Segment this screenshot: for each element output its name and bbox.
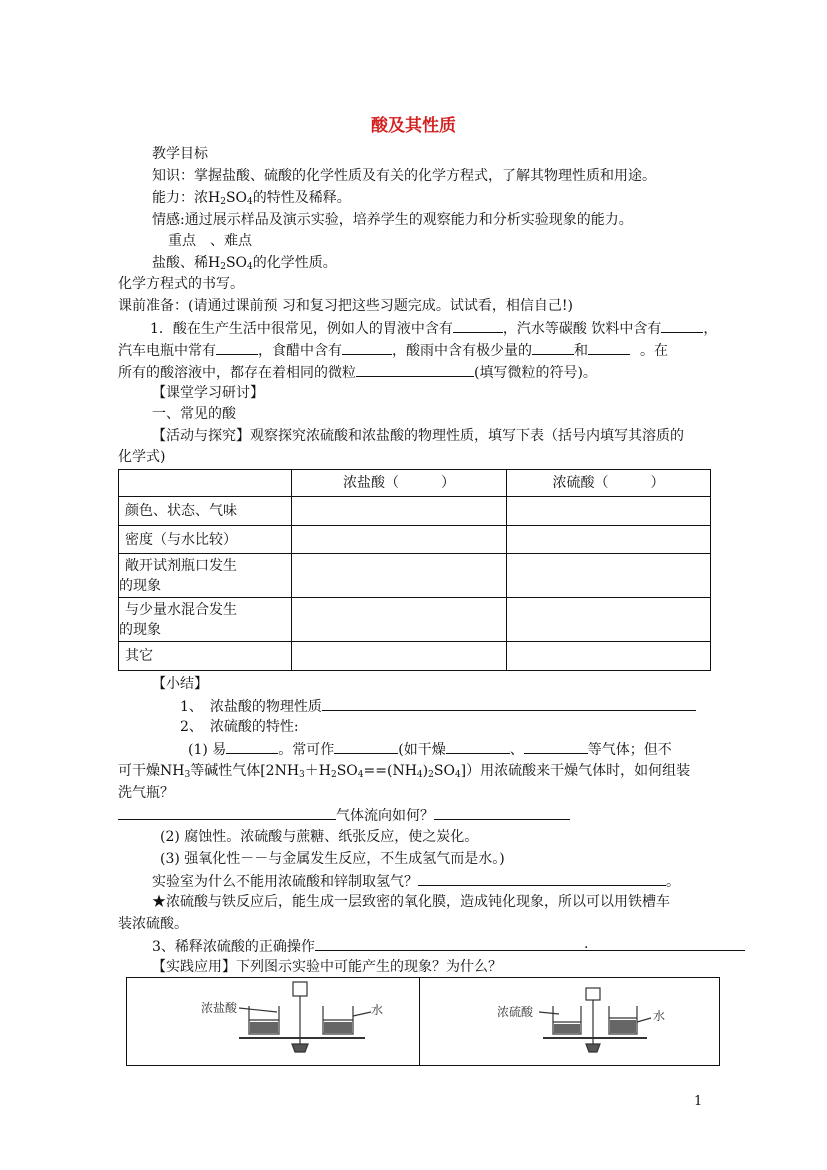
table-row	[119, 526, 711, 554]
figure-box	[126, 977, 720, 1066]
page-title: 酸及其性质	[371, 116, 456, 136]
balance-figure-right	[419, 978, 719, 1065]
table-row	[119, 642, 711, 671]
answer-blank[interactable]	[315, 936, 745, 951]
property-1-line1: (1) 易 。常可作 (如干燥 、 等气体；但不	[188, 739, 672, 760]
part-heading: 一、常见的酸	[152, 406, 236, 422]
table-cell[interactable]	[507, 497, 711, 526]
answer-blank[interactable]	[434, 805, 570, 820]
answer-blank[interactable]	[226, 739, 278, 754]
prep-q1-line1: 1．酸在生产生活中很常见，例如人的胃液中含有 ，汽水等碳酸 饮料中含有 ，	[150, 318, 717, 339]
objectives-heading: 教学目标	[152, 146, 208, 162]
activity-line1: 【活动与探究】观察探究浓硫酸和浓盐酸的物理性质，填写下表（括号内填写其溶质的	[152, 428, 684, 444]
table-row-label: 与少量水混合发生 的现象	[119, 598, 292, 642]
property-1-line2: 可干燥$NH_3$等碱性气体$[2NH_3+H_2SO_4==(NH_4)_2SO_4]$）用浓硫酸来干燥气体时，如何组装	[118, 763, 691, 780]
table-row	[119, 497, 711, 526]
objective-emotion: 情感:通过展示样品及演示实验，培养学生的观察能力和分析实验现象的能力。	[152, 212, 633, 228]
table-header-cell: 浓硫酸（ ）	[507, 470, 711, 497]
table-cell[interactable]	[292, 554, 507, 598]
table-header-cell	[119, 470, 292, 497]
right-acid-label: 浓硫酸	[497, 1005, 534, 1019]
section-heading: 【课堂学习研讨】	[152, 385, 264, 401]
table-cell[interactable]	[507, 598, 711, 642]
left-water-label: 水	[371, 1003, 384, 1017]
answer-blank[interactable]	[118, 805, 336, 820]
table-cell[interactable]	[292, 642, 507, 671]
answer-blank[interactable]	[334, 739, 398, 754]
answer-blank[interactable]	[342, 340, 392, 355]
answer-blank[interactable]	[453, 318, 503, 333]
table-cell[interactable]	[507, 526, 711, 554]
prep-q1-line3: 所有的酸溶液中，都存在着相同的微粒 (填写微粒的符号)。	[118, 362, 597, 383]
practice-heading: 【实践应用】下列图示实验中可能产生的现象？为什么？	[152, 959, 502, 975]
answer-blank[interactable]	[216, 340, 258, 355]
property-2: (2) 腐蚀性。浓硫酸与蔗糖、纸张反应，使之炭化。	[160, 829, 479, 845]
left-acid-label: 浓盐酸	[201, 1001, 238, 1015]
property-1-line4: 气体流向如何？	[118, 805, 570, 826]
table-cell[interactable]	[292, 598, 507, 642]
right-water-label: 水	[653, 1009, 666, 1023]
property-table	[118, 469, 711, 671]
balance-figure-left	[127, 978, 419, 1065]
table-row-label: 其它	[119, 642, 292, 671]
key-point-2: 化学方程式的书写。	[118, 276, 244, 292]
property-1-line3: 洗气瓶？	[118, 785, 174, 801]
page-number: 1	[694, 1094, 703, 1109]
table-row-label: 敞开试剂瓶口发生 的现象	[119, 554, 292, 598]
table-row-label: 颜色、状态、气味	[119, 497, 292, 526]
summary-item-1: 1、 浓盐酸的物理性质	[180, 696, 696, 717]
star-note-line2: 装浓硫酸。	[118, 916, 188, 932]
table-row	[119, 554, 711, 598]
prep-intro: 课前准备：(请通过课前预 习和复习把这些习题完成。试试看，相信自己!)	[118, 298, 573, 314]
table-row-label: 密度（与水比较）	[119, 526, 292, 554]
table-cell[interactable]	[292, 497, 507, 526]
summary-heading: 【小结】	[152, 676, 208, 692]
answer-blank[interactable]	[356, 362, 474, 377]
summary-item-3: 3、稀释浓硫酸的正确操作	[152, 936, 745, 957]
answer-blank[interactable]	[661, 318, 703, 333]
answer-blank[interactable]	[418, 871, 666, 886]
table-row	[119, 598, 711, 642]
answer-blank[interactable]	[532, 340, 574, 355]
key-point-1: 盐酸、稀$H_2SO_4$的化学性质。	[152, 255, 337, 272]
table-cell[interactable]	[507, 642, 711, 671]
activity-line2: 化学式)	[118, 449, 166, 465]
summary-item-2: 2、 浓硫酸的特性:	[180, 719, 299, 735]
answer-blank[interactable]	[446, 739, 510, 754]
objective-ability: 能力：浓$H_2SO_4$的特性及稀释。	[152, 190, 351, 207]
item3-dot: .	[584, 936, 589, 952]
table-header-cell: 浓盐酸（ ）	[292, 470, 507, 497]
key-points-heading: 重点 、难点	[168, 233, 252, 249]
answer-blank[interactable]	[588, 340, 630, 355]
table-cell[interactable]	[292, 526, 507, 554]
prep-q1-line2: 汽车电瓶中常有 ，食醋中含有 ，酸雨中含有极少量的 和 。在	[118, 340, 668, 361]
property-3: (3) 强氧化性－－与金属发生反应，不生成氢气而是水。)	[160, 851, 505, 867]
property-3-question: 实验室为什么不能用浓硫酸和锌制取氢气？ 。	[152, 871, 680, 892]
answer-blank[interactable]	[322, 696, 696, 711]
star-note-line1: ★浓硫酸与铁反应后，能生成一层致密的氧化膜，造成钝化现象，所以可以用铁槽车	[152, 894, 670, 910]
table-row	[119, 470, 711, 497]
table-cell[interactable]	[507, 554, 711, 598]
answer-blank[interactable]	[524, 739, 588, 754]
objective-knowledge: 知识：掌握盐酸、硫酸的化学性质及有关的化学方程式，了解其物理性质和用途。	[152, 168, 656, 184]
